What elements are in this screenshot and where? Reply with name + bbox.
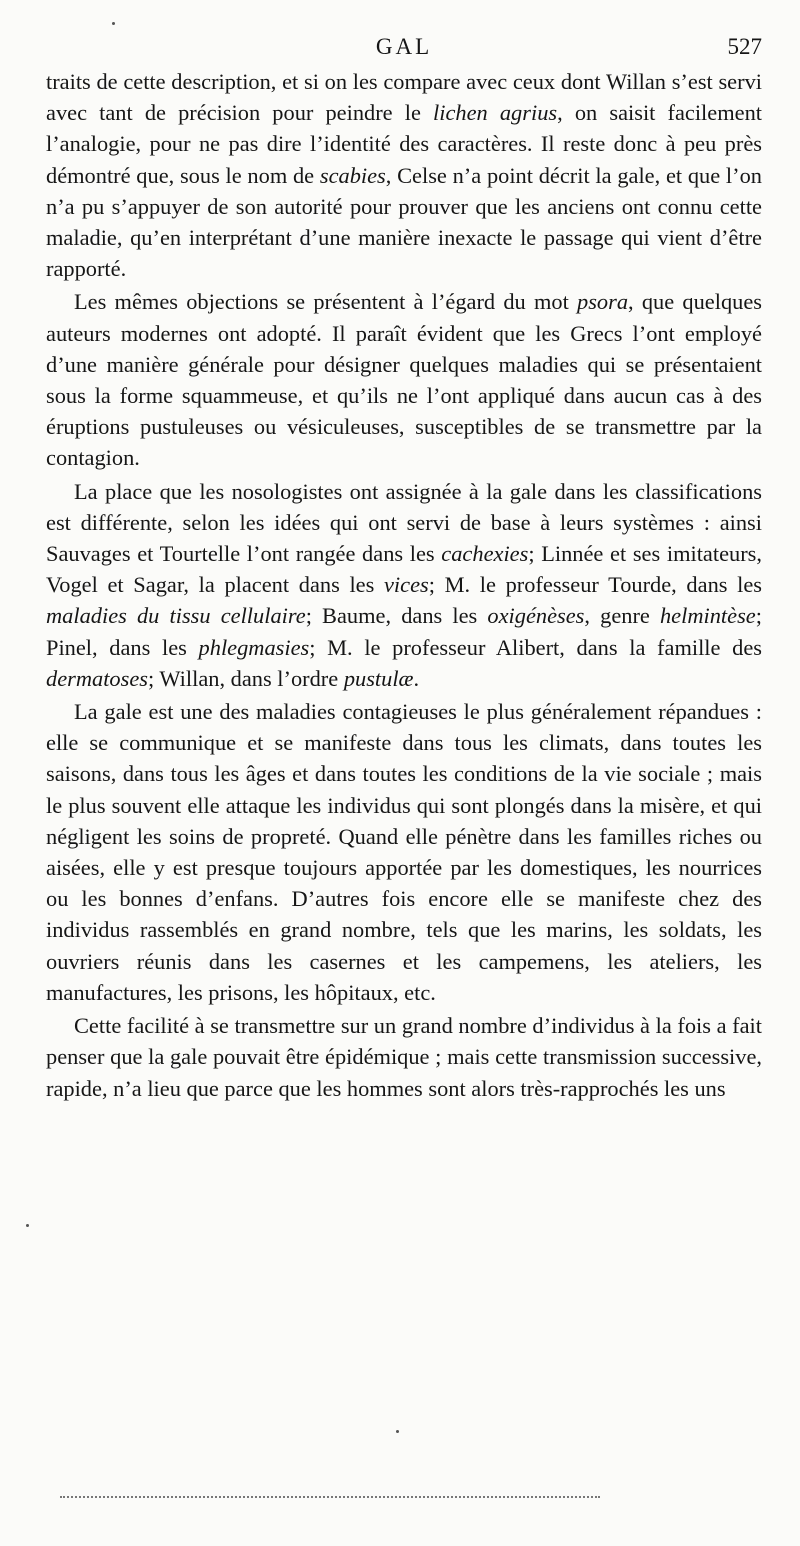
text-run: Les mêmes objections se présentent à l’égard du mot	[74, 289, 578, 315]
italic-term: lichen agrius	[433, 100, 558, 126]
italic-term: pustulæ	[343, 665, 414, 691]
text-run: La place que les nosologistes ont assignée à la gale dans les classifications est différente, selon les idées qui ont servi de base à leurs systèmes : ainsi Sauvages et Tourtelle l’ont rangée dans les	[46, 478, 762, 567]
italic-term: helmintèse	[659, 603, 756, 629]
text-run: ; Baume, dans les	[305, 603, 488, 629]
paragraph	[46, 476, 762, 694]
running-head	[46, 34, 762, 68]
paragraph	[46, 286, 762, 473]
text-run: ; Linnée et ses imitateurs, Vogel et Sagar, la placent dans les	[46, 541, 762, 598]
text-run: La gale est une des maladies contagieuses le plus généralement répandues : elle se communique et se manifeste dans tous les climats, dans toutes les saisons, dans tous les âges et dans toutes les conditions de la vie sociale ; mais le plus souvent elle attaque les individus qui sont plongés dans la misère, et qui négligent les soins de propreté. Quand elle pénètre dans les familles riches ou aisées, elle y est presque toujours apportée par les domestiques, les nourrices ou les bonnes d’enfans. D’autres fois encore elle se manifeste chez des individus rassemblés en grand nombre, tels que les marins, les soldats, les ouvriers réunis dans les casernes et les campemens, les ateliers, les manufactures, les prisons, les hôpitaux, etc.	[46, 699, 762, 1005]
italic-term: phlegmasies	[198, 634, 310, 660]
running-title: GAL	[375, 34, 433, 59]
paragraph	[46, 66, 762, 284]
text-run: , on saisit facilement l’analogie, pour ne pas dire l’identité des caractères. Il reste donc à peu près démontré que, sous le nom de	[46, 100, 762, 188]
print-speck	[396, 1430, 399, 1433]
italic-term: oxigénèses	[487, 603, 585, 629]
paragraph	[46, 696, 762, 1008]
text-run: ; Willan, dans l’ordre	[148, 665, 344, 691]
text-run: traits de cette description, et si on les compare avec ceux dont Willan s’est servi avec tant de précision pour peindre le	[46, 69, 762, 126]
text-run: ; M. le professeur Tourde, dans les	[428, 572, 763, 598]
text-run: ; M. le professeur Alibert, dans la famille des	[309, 634, 762, 660]
page-number: 527	[727, 34, 762, 59]
faded-footer-rule	[60, 1496, 600, 1500]
italic-term: maladies du tissu cellulaire	[46, 603, 306, 629]
text-run: .	[413, 665, 420, 691]
paragraph	[46, 1010, 762, 1104]
text-run: ; Pinel, dans les	[46, 603, 762, 660]
print-speck	[112, 22, 115, 25]
text-run: Cette facilité à se transmettre sur un grand nombre d’individus à la fois a fait penser que la gale pouvait être épidémique ; mais cette transmission successive, rapide, n’a lieu que parce que les hommes sont alors très-rapprochés les uns	[46, 1013, 762, 1101]
italic-term: vices	[383, 572, 429, 598]
print-speck	[26, 1224, 29, 1227]
italic-term: scabies	[319, 162, 386, 188]
text-run: , genre	[584, 603, 660, 629]
italic-term: psora	[577, 289, 629, 315]
italic-term: dermatoses	[46, 665, 148, 691]
text-run: , Celse n’a point décrit la gale, et que l’on n’a pu s’appuyer de son autorité pour prouver que les anciens ont connu cette maladie, qu’en interprétant d’une manière inexacte le passage qui vient d’être rapporté.	[46, 162, 762, 282]
italic-term: cachexies	[441, 541, 529, 567]
body-text	[46, 66, 762, 1106]
text-run: , que quelques auteurs modernes ont adopté. Il paraît évident que les Grecs l’ont employé d’une manière générale pour désigner quelques maladies qui se présentaient sous la forme squammeuse, et qu’ils ne l’ont appliqué dans aucun cas à des éruptions pustuleuses ou vésiculeuses, susceptibles de se transmettre par la contagion.	[46, 289, 762, 471]
